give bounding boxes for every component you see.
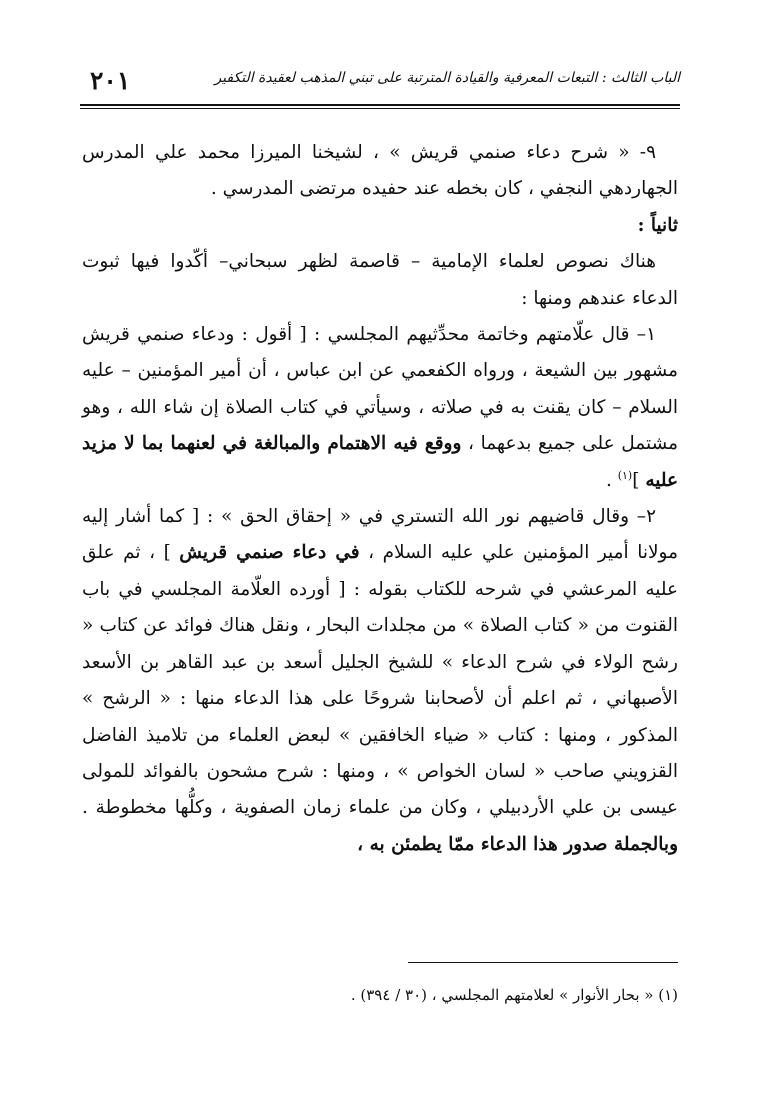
quote-majlisi-close: ] <box>632 469 646 491</box>
quote-tustari-text: ٢– وقال قاضيهم نور الله التستري في « إحقاق الحق » : [ كما أشار إليه مولانا أمير المؤمنين علي عليه السلام ، <box>82 506 679 564</box>
paragraph-quote-tustari <box>82 499 678 863</box>
page-header <box>80 58 680 104</box>
quote-tustari-continued: ] ، ثم علق عليه المرعشي في شرحه للكتاب بقوله : [ أورده العلّامة المجلسي في باب القنوت من « كتاب الصلاة » من مجلدات البحار ، ونقل هناك فوائد عن كتاب « رشح الولاء في شرح الدعاء » للشيخ الجليل أسعد بن عبد القاهر بن الأسعد الأصبهاني ، ثم اعلم أن لأصحابنا شروحًا على هذا الدعاء منها : « الرشح » المذكور ، ومنها : كتاب « ضياء الخافقين » لبعض العلماء من تلاميذ الفاضل القزويني صاحب « لسان الخواص » ، ومنها : شرح مشحون بالفوائد للمولى عيسى بن علي الأردبيلي ، وكان من علماء زمان الصفوية ، وكلُّها مخطوطة . <box>82 542 678 819</box>
running-title: الباب الثالث : التبعات المعرفية والقيادة المترتبة على تبني المذهب لعقيدة التكفير <box>214 70 680 86</box>
quote-tustari-bold-final: وبالجملة صدور هذا الدعاء ممّا يطمئن به ، <box>357 833 678 855</box>
footnote: (١) « بحار الأنوار » لعلامتهم المجلسي ، (٣٠ / ٣٩٤) . <box>350 986 678 1004</box>
body-text <box>82 135 678 863</box>
quote-majlisi-text: ١– قال علّامتهم وخاتمة محدِّثيهم المجلسي : [ أقول : ودعاء صنمي قريش مشهور بين الشيعة ، ورواه الكفعمي عن ابن عباس ، أن أمير المؤمنين – عليه السلام – كان يقنت به في صلاته ، وسيأتي في كتاب الصلاة إن شاء الله ، وهو مشتمل على جميع بدعهما ، <box>82 324 678 455</box>
paragraph-intro: هناك نصوص لعلماء الإمامية – قاصمة لظهر سبحاني– أكّدوا فيها ثبوت الدعاء عندهم ومنها : <box>82 251 678 309</box>
paragraph-quote-majlisi <box>82 317 678 499</box>
quote-majlisi-bold: ووقع فيه الاهتمام والمبالغة في لعنهما بما لا مزيد عليه <box>82 433 678 491</box>
header-rule-thick <box>80 104 680 106</box>
quote-tustari-bold: في دعاء صنمي قريش <box>179 542 360 564</box>
quote-majlisi-end: . <box>605 469 618 491</box>
section-heading-secondly: ثانياً : <box>637 214 678 236</box>
header-rule-thin <box>80 108 680 109</box>
footnote-separator <box>408 962 678 963</box>
page-number: ٢٠١ <box>90 66 131 95</box>
footnote-ref-1: (١) <box>617 468 633 482</box>
paragraph-item-9: ٩- « شرح دعاء صنمي قريش » ، لشيخنا الميرزا محمد علي المدرس الجهاردهي النجفي ، كان بخطه عند حفيده مرتضى المدرسي . <box>82 142 678 200</box>
